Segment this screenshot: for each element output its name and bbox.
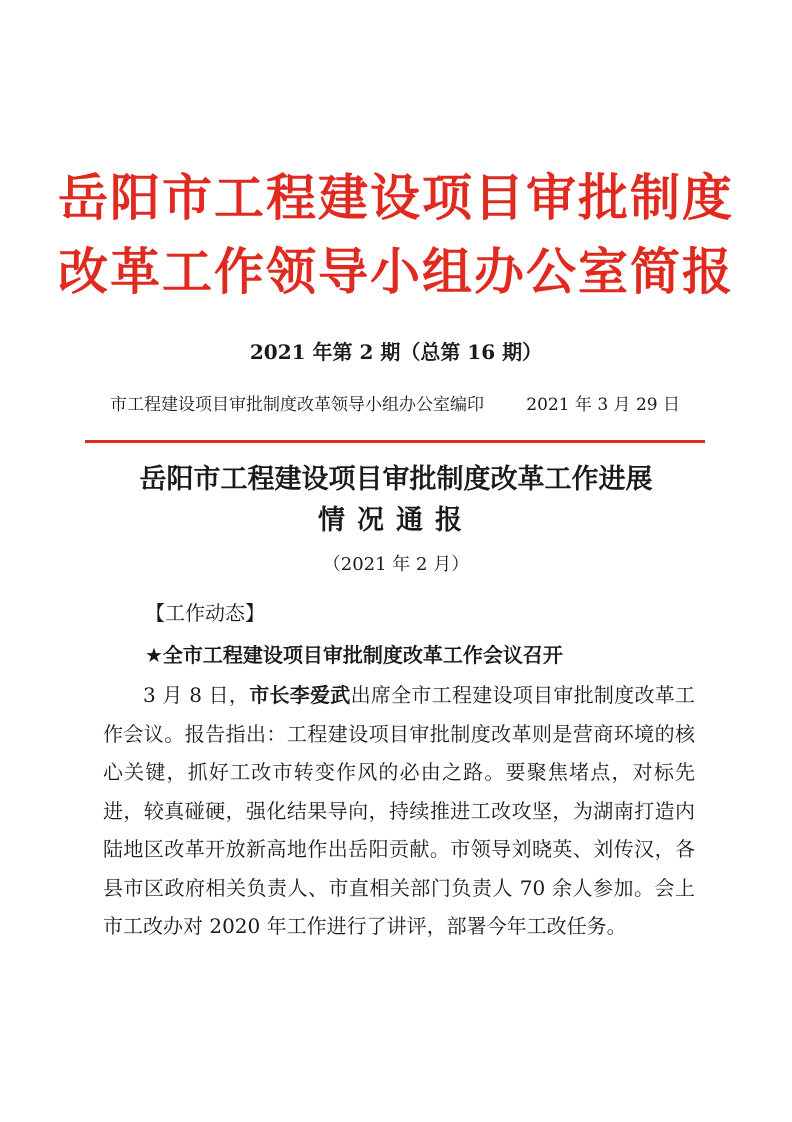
paragraph-body: 出席全市工程建设项目审批制度改革工作会议。报告指出：工程建设项目审批制度改革则是营商环境的核心关键，抓好工改市转变作风的必由之路。要聚焦堵点，对标先进，较真碰硬，强化结果导向，持续推进工改攻坚，为湖南打造内陆地区改革开放新高地作出岳阳贡献。市领导刘晓英、刘传汉，各县市区政府相关负责人、市直相关部门负责人 70 余人参加。会上市工改办对 2020 年工作进行了讲评，部署今年工改任务。 (103, 683, 696, 938)
compiler-org: 市工程建设项目审批制度改革领导小组办公室编印 (110, 395, 484, 415)
report-month: （2021 年 2 月） (322, 554, 470, 575)
news-paragraph (103, 676, 695, 946)
section-heading: 【工作动态】 (145, 601, 265, 625)
masthead-line-2: 改革工作领导小组办公室简报 (58, 243, 734, 301)
doc-title-line-2: 情况通报 (318, 505, 474, 536)
paragraph-lead: 3 月 8 日， (143, 683, 250, 707)
paragraph-bold-name: 市长李爱武 (249, 683, 351, 707)
masthead-line-1: 岳阳市工程建设项目审批制度 (58, 169, 734, 227)
doc-title-line-1: 岳阳市工程建设项目审批制度改革工作进展 (139, 464, 653, 495)
issue-number: 2021 年第 2 期（总第 16 期） (249, 340, 543, 364)
publish-date: 2021 年 3 月 29 日 (526, 395, 680, 415)
red-divider (85, 440, 705, 443)
news-headline: ★全市工程建设项目审批制度改革工作会议召开 (145, 643, 563, 667)
compiler-line (110, 392, 680, 418)
